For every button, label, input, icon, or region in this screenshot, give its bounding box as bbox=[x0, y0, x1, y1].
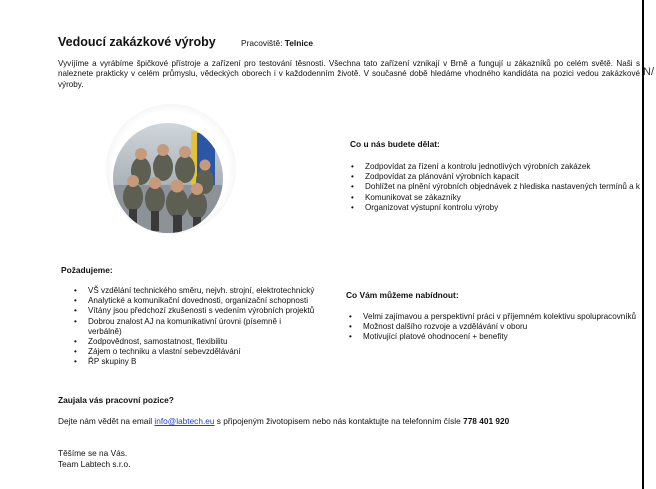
contact-question: Zaujala vás pracovní pozice? bbox=[58, 395, 174, 405]
offer-heading: Co Vám můžeme nabídnout: bbox=[346, 290, 459, 300]
list-item: • Zodpovědnost, samostatnost, flexibilitu bbox=[72, 337, 342, 347]
offer-list bbox=[347, 312, 642, 343]
list-item: • Organizovat výstupní kontrolu výroby bbox=[349, 203, 642, 213]
list-item: • Zodpovídat za plánování výrobních kapacit bbox=[349, 172, 642, 182]
list-item: • Zájem o techniku a vlastní sebevzdělávání bbox=[72, 347, 342, 357]
list-item: • Komunikovat se zákazníky bbox=[349, 193, 642, 203]
list-item: • VŠ vzdělání technického směru, nejvh. strojní, elektrotechnický bbox=[72, 286, 342, 296]
tasks-heading: Co u nás budete dělat: bbox=[350, 139, 440, 149]
contact-text-middle: s připojeným životopisem nebo nás kontaktujte na telefonním čísle bbox=[214, 416, 464, 426]
workplace-label: Pracoviště: bbox=[241, 38, 283, 48]
contact-line bbox=[58, 416, 509, 426]
list-item: • Vítány jsou předchozí zkušenosti s vedením výrobních projektů bbox=[72, 306, 342, 316]
list-item: • Analytické a komunikační dovednosti, organizační schopnosti bbox=[72, 296, 342, 306]
list-item: • ŘP skupiny B bbox=[72, 357, 342, 367]
workplace-value: Telnice bbox=[284, 38, 314, 48]
contact-text-before: Dejte nám vědět na email bbox=[58, 416, 155, 426]
list-item: • Zodpovídat za řízení a kontrolu jednotlivých výrobních zakázek bbox=[349, 162, 642, 172]
tasks-list bbox=[349, 162, 642, 213]
workplace bbox=[241, 38, 313, 48]
team-photo bbox=[113, 123, 223, 233]
list-item: • Velmi zajímavou a perspektivní práci v příjemném kolektivu spolupracovníků bbox=[347, 312, 642, 322]
closing bbox=[58, 448, 130, 469]
phone-number: 778 401 920 bbox=[463, 416, 510, 426]
clipped-edge-text: N/ bbox=[643, 66, 654, 78]
list-item: • Motivující platové ohodnocení + benefity bbox=[347, 332, 642, 342]
list-item: • Možnost dalšího rozvoje a vzdělávání v oboru bbox=[347, 322, 642, 332]
email-link[interactable]: info@labtech.eu bbox=[154, 416, 215, 426]
closing-line-1: Těšíme se na Vás. bbox=[58, 448, 128, 458]
job-title: Vedoucí zakázkové výroby bbox=[58, 35, 216, 49]
list-item: • Dobrou znalost AJ na komunikativní úrovni (písemně i verbálně) bbox=[72, 317, 288, 337]
intro-paragraph: Vyvíjíme a vyrábíme špičkové přístroje a zařízení pro testování těsnosti. Všechna tato zařízení vznikají v Brně a fungují u zákazníků po celém světě. Naši s naleznete prakticky v celém průmyslu, vědeckých oborech i v každodenním životě. V současné době hledáme vhodného kandidáta na pozici vedou zakázkové výroby. bbox=[58, 59, 640, 89]
closing-line-2: Team Labtech s.r.o. bbox=[58, 458, 131, 469]
requirements-heading: Požadujeme: bbox=[61, 265, 113, 275]
list-item: • Dohlížet na plnění výrobních objednávek z hlediska nastavených termínů a k bbox=[349, 182, 642, 192]
requirements-list bbox=[72, 286, 342, 368]
